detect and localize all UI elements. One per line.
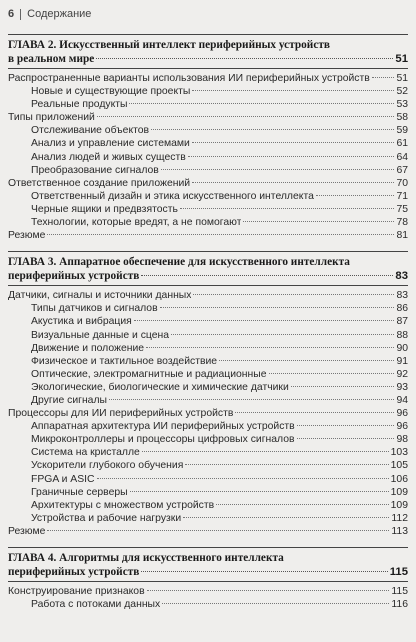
toc-entry-page: 93	[396, 381, 408, 393]
toc-entry-title: Работа с потоками данных	[31, 599, 161, 611]
toc-entry-page: 109	[390, 486, 408, 498]
dot-leader	[141, 275, 393, 276]
toc-subsection[interactable]	[8, 85, 408, 98]
toc-entry-title: Типы датчиков и сигналов	[31, 303, 158, 315]
chapter-gap	[8, 242, 408, 251]
toc-entry-title: Преобразование сигналов	[31, 164, 159, 176]
toc-subsection[interactable]	[8, 459, 408, 472]
toc-subsection[interactable]	[8, 98, 408, 111]
toc-subsection[interactable]	[8, 473, 408, 486]
toc-subsection[interactable]	[8, 499, 408, 512]
dot-leader	[147, 590, 390, 591]
chapter-page-number: 83	[395, 270, 408, 283]
toc-entry-page: 88	[396, 329, 408, 341]
chapter-heading[interactable]	[8, 547, 408, 582]
toc-entry-page: 59	[396, 125, 408, 137]
toc-section[interactable]	[8, 525, 408, 538]
toc-section[interactable]	[8, 289, 408, 302]
toc-entry-title: Датчики, сигналы и источники данных	[8, 290, 192, 302]
toc-subsection[interactable]	[8, 433, 408, 446]
toc-entry-title: Экологические, биологические и химические датчики	[31, 381, 289, 393]
dot-leader	[162, 603, 389, 604]
toc-entry-page: 115	[391, 586, 408, 597]
toc-entry-page: 116	[391, 599, 408, 611]
toc-subsection[interactable]	[8, 190, 408, 203]
toc-subsection[interactable]	[8, 137, 408, 150]
dot-leader	[188, 156, 395, 157]
toc-entry-title: Ответственный дизайн и этика искусственного интеллекта	[31, 190, 314, 202]
chapter-title-text: в реальном мире	[8, 53, 95, 65]
toc-entry-title: Технологии, которые вредят, а не помогают	[31, 217, 242, 229]
dot-leader	[130, 491, 389, 492]
toc-subsection[interactable]	[8, 420, 408, 433]
chapter-title-line2	[8, 565, 408, 579]
toc-entry-page: 106	[390, 473, 408, 485]
chapter-title-line1: ГЛАВА 2. Искусственный интеллект периферийных устройств	[8, 39, 330, 51]
dot-leader	[192, 182, 394, 183]
toc-entry-title: Анализ людей и живых существ	[31, 151, 186, 163]
dot-leader	[109, 399, 394, 400]
dot-leader	[97, 478, 389, 479]
toc-entry-title: Физическое и тактильное воздействие	[31, 355, 218, 367]
toc-entry-title: Резюме	[8, 525, 46, 537]
chapter-entries	[8, 289, 408, 538]
dot-leader	[180, 208, 395, 209]
dot-leader	[129, 103, 394, 104]
toc-entry-page: 52	[396, 86, 408, 98]
chapter-title-text: периферийных устройств	[8, 270, 140, 283]
toc-entry-page: 83	[396, 290, 408, 302]
dot-leader	[297, 438, 395, 439]
toc-entry-title: Устройства и рабочие нагрузки	[31, 512, 182, 524]
dot-leader	[291, 386, 395, 387]
section-title: Содержание	[27, 8, 92, 20]
toc-entry-page: 94	[396, 394, 408, 406]
toc-subsection[interactable]	[8, 315, 408, 328]
dot-leader	[192, 90, 394, 91]
toc-entry-page: 61	[396, 138, 408, 150]
dot-leader	[160, 307, 395, 308]
chapter-entries	[8, 72, 408, 242]
toc-entry-page: 96	[396, 421, 408, 433]
dot-leader	[193, 294, 394, 295]
header-divider	[20, 9, 21, 20]
running-header	[8, 8, 408, 20]
toc-entry-page: 53	[396, 99, 408, 111]
dot-leader	[316, 195, 395, 196]
dot-leader	[171, 334, 394, 335]
dot-leader	[146, 347, 394, 348]
toc-entry-page: 103	[390, 447, 408, 459]
dot-leader	[219, 360, 394, 361]
toc-section[interactable]	[8, 111, 408, 124]
toc-entry-title: Другие сигналы	[31, 394, 107, 406]
toc-entry-title: Отслеживание объектов	[31, 125, 150, 137]
dot-leader	[96, 58, 393, 59]
toc-entry-page: 51	[396, 73, 408, 84]
toc-entry-title: Граничные серверы	[31, 486, 128, 498]
toc-entry-page: 81	[396, 230, 408, 242]
dot-leader	[372, 77, 395, 78]
toc-entry-page: 70	[396, 177, 408, 189]
dot-leader	[151, 129, 394, 130]
chapter-entries	[8, 585, 408, 611]
toc-entry-title: Новые и существующие проекты	[31, 86, 191, 98]
chapter-page-number: 51	[395, 53, 408, 65]
dot-leader	[243, 221, 394, 222]
toc-entry-title: Архитектуры с множеством устройств	[31, 499, 215, 511]
toc-entry-page: 75	[396, 203, 408, 215]
toc-entry-page: 64	[396, 151, 408, 163]
dot-leader	[297, 425, 395, 426]
dot-leader	[142, 451, 389, 452]
toc-entry-title: Оптические, электромагнитные и радиационные	[31, 368, 267, 380]
toc-entry-page: 112	[391, 512, 408, 524]
toc-entry-page: 58	[396, 112, 408, 124]
toc-subsection[interactable]	[8, 446, 408, 459]
toc-section[interactable]	[8, 585, 408, 598]
dot-leader	[183, 517, 389, 518]
toc-entry-title: Визуальные данные и сцена	[31, 329, 170, 341]
toc-entry-page: 67	[396, 164, 408, 176]
toc-entry-title: Реальные продукты	[31, 99, 128, 111]
toc-entry-page: 91	[396, 355, 408, 367]
toc-entry-title: Распространенные варианты использования ИИ периферийных устройств	[8, 73, 370, 84]
dot-leader	[141, 571, 387, 572]
toc-entry-title: Резюме	[8, 230, 46, 242]
toc-entry-page: 90	[396, 342, 408, 354]
toc-subsection[interactable]	[8, 203, 408, 216]
toc-entry-title: Движение и положение	[31, 342, 145, 354]
chapter-heading[interactable]	[8, 251, 408, 286]
toc-entry-page: 96	[396, 408, 408, 420]
toc-entry-page: 109	[390, 499, 408, 511]
toc-entry-title: Анализ и управление системами	[31, 138, 190, 150]
toc-entry-title: FPGA и ASIC	[31, 473, 95, 485]
page-number: 6	[8, 8, 15, 20]
toc-entry-title: Процессоры для ИИ периферийных устройств	[8, 408, 234, 420]
dot-leader	[216, 504, 389, 505]
toc-subsection[interactable]	[8, 329, 408, 342]
chapter-title-text: периферийных устройств	[8, 566, 140, 578]
dot-leader	[235, 412, 394, 413]
dot-leader	[185, 464, 388, 465]
toc-entry-page: 78	[396, 217, 408, 229]
toc-subsection[interactable]	[8, 342, 408, 355]
toc-entry-title: Черные ящики и предвзятость	[31, 203, 178, 215]
toc-entry-page: 105	[390, 460, 408, 472]
chapter-title-line1: ГЛАВА 3. Аппаратное обеспечение для искусственного интеллекта	[8, 256, 350, 269]
toc-subsection[interactable]	[8, 216, 408, 229]
toc-entry-title: Конструирование признаков	[8, 586, 145, 597]
toc-subsection[interactable]	[8, 151, 408, 164]
toc-entry-title: Акустика и вибрация	[31, 316, 132, 328]
dot-leader	[97, 116, 395, 117]
toc-subsection[interactable]	[8, 486, 408, 499]
dot-leader	[161, 169, 395, 170]
toc-section[interactable]	[8, 72, 408, 85]
chapter-gap	[8, 538, 408, 547]
toc-entry-page: 98	[396, 434, 408, 446]
toc-subsection[interactable]	[8, 381, 408, 394]
toc-entry-page: 113	[391, 525, 408, 537]
toc-entry-title: Ответственное создание приложений	[8, 177, 191, 189]
dot-leader	[47, 234, 394, 235]
toc-entry-page: 92	[396, 368, 408, 380]
toc-subsection[interactable]	[8, 355, 408, 368]
dot-leader	[134, 320, 395, 321]
toc-section[interactable]	[8, 407, 408, 420]
toc-section[interactable]	[8, 177, 408, 190]
dot-leader	[47, 530, 389, 531]
toc-entry-title: Микроконтроллеры и процессоры цифровых сигналов	[31, 434, 295, 446]
toc-subsection[interactable]	[8, 124, 408, 137]
dot-leader	[269, 373, 395, 374]
toc-section[interactable]	[8, 229, 408, 242]
toc-entry-title: Ускорители глубокого обучения	[31, 460, 184, 472]
toc-entry-page: 87	[396, 316, 408, 328]
toc-entry-title: Типы приложений	[8, 112, 95, 124]
chapter-page-number: 115	[389, 566, 408, 578]
table-of-contents	[8, 34, 408, 611]
toc-subsection[interactable]	[8, 512, 408, 525]
dot-leader	[192, 142, 395, 143]
toc-subsection[interactable]	[8, 368, 408, 381]
toc-subsection[interactable]	[8, 394, 408, 407]
chapter-title-line2	[8, 52, 408, 66]
chapter-heading[interactable]	[8, 34, 408, 69]
chapter-title-line1: ГЛАВА 4. Алгоритмы для искусственного интеллекта	[8, 552, 284, 564]
toc-entry-title: Аппаратная архитектура ИИ периферийных устройств	[31, 421, 295, 433]
toc-subsection[interactable]	[8, 164, 408, 177]
toc-entry-page: 71	[396, 190, 408, 202]
chapter-title-line2	[8, 269, 408, 283]
toc-entry-title: Система на кристалле	[31, 447, 140, 459]
toc-subsection[interactable]	[8, 302, 408, 315]
toc-entry-page: 86	[396, 303, 408, 315]
toc-subsection[interactable]	[8, 598, 408, 611]
